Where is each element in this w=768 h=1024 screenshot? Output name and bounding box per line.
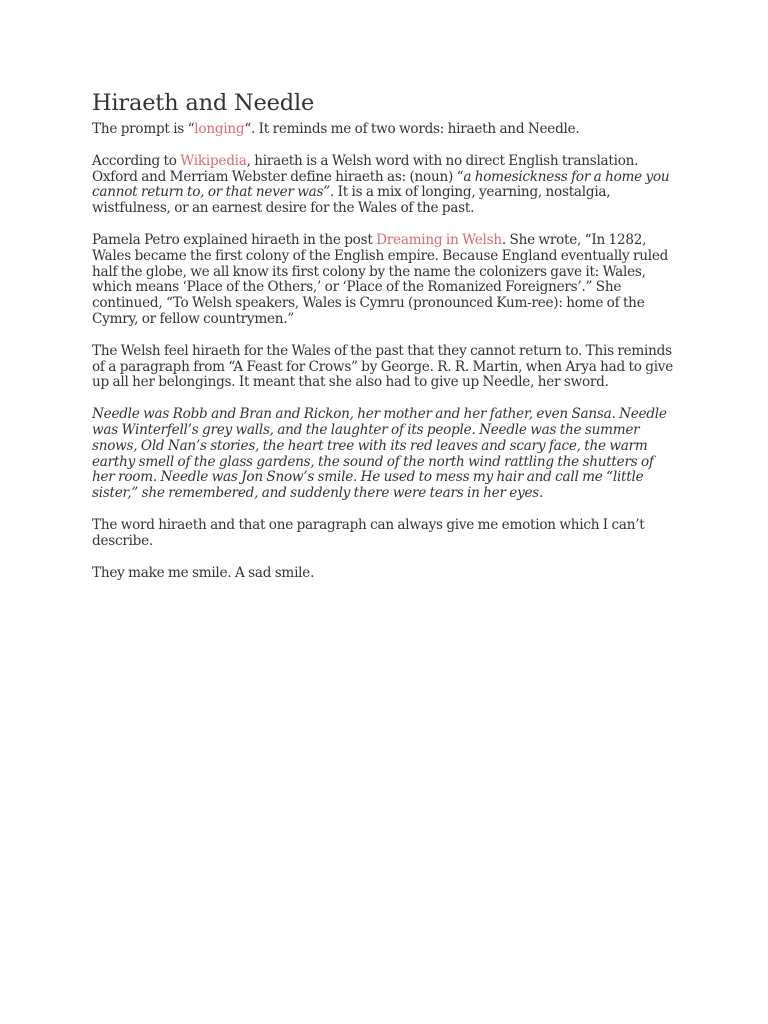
paragraph-petro: [92, 233, 678, 328]
paragraph-definition-text-middle: , hiraeth is a Welsh word with no direct English translation. Oxford and Merriam Webster define hiraeth as: (noun) “: [92, 152, 639, 185]
needle-quote: Needle was Robb and Bran and Rickon, her mother and her father, even Sansa. Needle was Winterfell’s grey walls, and the laughter of its people. Needle was the summer snows, Old Nan’s stories, the heart tree with its red leaves and scary face, the warm earthy smell of the glass gardens, the sound of the north wind rattling the shutters of her room. Needle was Jon Snow’s smile. He used to mess my hair and call me “little sister,” she remembered, and suddenly there were tears in her eyes.: [92, 406, 667, 502]
paragraph-definition-text-before: According to: [92, 152, 181, 169]
article-title: Hiraeth and Needle: [92, 90, 315, 116]
paragraph-petro-text-before: Pamela Petro explained hiraeth in the post: [92, 231, 377, 248]
paragraph-welsh-feel: The Welsh feel hiraeth for the Wales of the past that they cannot return to. This reminds of a paragraph from “A Feast for Crows” by George. R. R. Martin, when Arya had to give up all her belongings. It meant that she also had to give up Needle, her sword.: [92, 342, 674, 391]
paragraph-prompt-text-before: The prompt is “: [92, 121, 195, 137]
paragraph-definition: [92, 154, 678, 217]
dreaming-in-welsh-link[interactable]: Dreaming in Welsh: [376, 231, 502, 248]
paragraph-petro-text-after: . She wrote, “In 1282, Wales became the first colony of the English empire. Because England eventually ruled half the globe, we all know its first colony by the name the colonizers gave it: Wales, which means ‘Place of the Others,’ or ‘Place of the Romanized Foreigners’.” She continued, “To Welsh speakers, Wales is Cymru (pronounced Kum-ree): home of the Cymry, or fellow countrymen.”: [92, 231, 669, 327]
paragraph-smile: They make me smile. A sad smile.: [92, 564, 315, 581]
article: [92, 88, 678, 597]
wikipedia-link[interactable]: Wikipedia: [180, 152, 247, 169]
paragraph-definition-text-after: It is a mix of longing, yearning, nostalgia, wistfulness, or an earnest desire for the Wales of the past.: [92, 184, 611, 217]
paragraph-emotion: The word hiraeth and that one paragraph can always give me emotion which I can’t describe.: [92, 516, 645, 549]
longing-link[interactable]: longing: [194, 121, 245, 137]
paragraph-prompt-text-after: “. It reminds me of two words: hiraeth and Needle.: [244, 121, 580, 137]
definition-quote: a homesickness for a home you cannot return to, or that never was”.: [92, 168, 670, 201]
paragraph-prompt: [92, 122, 678, 138]
